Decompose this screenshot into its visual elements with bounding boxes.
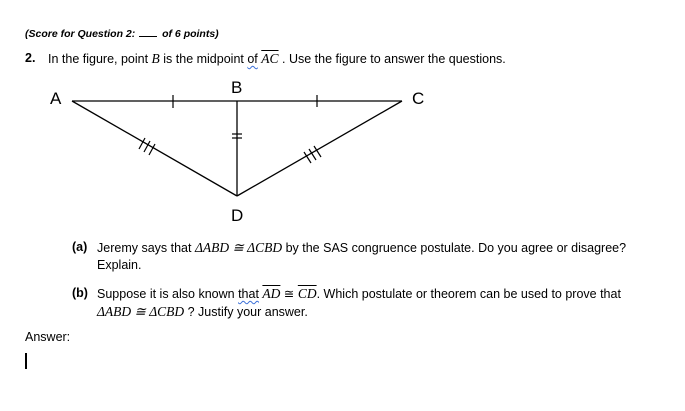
text-cursor[interactable]: [25, 353, 27, 369]
part-a-congruence: ΔABD ≅ ΔCBD: [194, 240, 283, 255]
label-point-a: A: [50, 89, 62, 108]
segment-cd-line: [237, 101, 402, 196]
part-b-text-after: . Which postulate or theorem can be used to prove that: [316, 287, 621, 301]
part-b-text-before: Suppose it is also known: [97, 287, 239, 301]
part-b-tag: (b): [72, 286, 88, 300]
segment-ad: $\overline{AD}$: [262, 286, 281, 301]
score-suffix: of 6 points): [159, 28, 219, 40]
label-point-c: C: [412, 89, 425, 108]
part-a-line-1: [97, 239, 626, 257]
segment-ac: $\overline{AC}$: [261, 51, 279, 66]
question-text-middle: is the midpoint: [159, 52, 248, 66]
part-b-line-2: [97, 303, 621, 321]
part-b-line-1: [97, 285, 621, 303]
point-b-symbol: B: [151, 51, 160, 66]
part-b-text-end: ? Justify your answer.: [184, 305, 308, 319]
part-b-body: [97, 285, 621, 321]
part-a-body: [97, 239, 626, 274]
question-number: 2.: [25, 51, 36, 65]
label-point-d: D: [231, 206, 244, 225]
question-text-after: . Use the figure to answer the questions.: [278, 52, 506, 66]
part-a-line-2: Explain.: [97, 258, 142, 272]
part-a-text-after: by the SAS congruence postulate. Do you agree or disagree?: [282, 241, 627, 255]
question-text-before: In the figure, point: [48, 52, 152, 66]
part-a-tag: (a): [72, 240, 88, 254]
answer-label: Answer:: [25, 330, 71, 344]
part-a-text-before: Jeremy says that: [97, 241, 195, 255]
congruent-symbol: ≅: [280, 287, 298, 301]
score-prefix: (Score for Question 2:: [25, 28, 139, 40]
label-point-b: B: [231, 78, 243, 97]
segment-ad-line: [72, 101, 237, 196]
part-b-congruence: ΔABD ≅ ΔCBD: [97, 304, 185, 319]
spellcheck-word-that: that: [238, 287, 259, 301]
segment-cd: $\overline{CD}$: [297, 286, 317, 301]
spellcheck-word-of: of: [247, 52, 258, 66]
